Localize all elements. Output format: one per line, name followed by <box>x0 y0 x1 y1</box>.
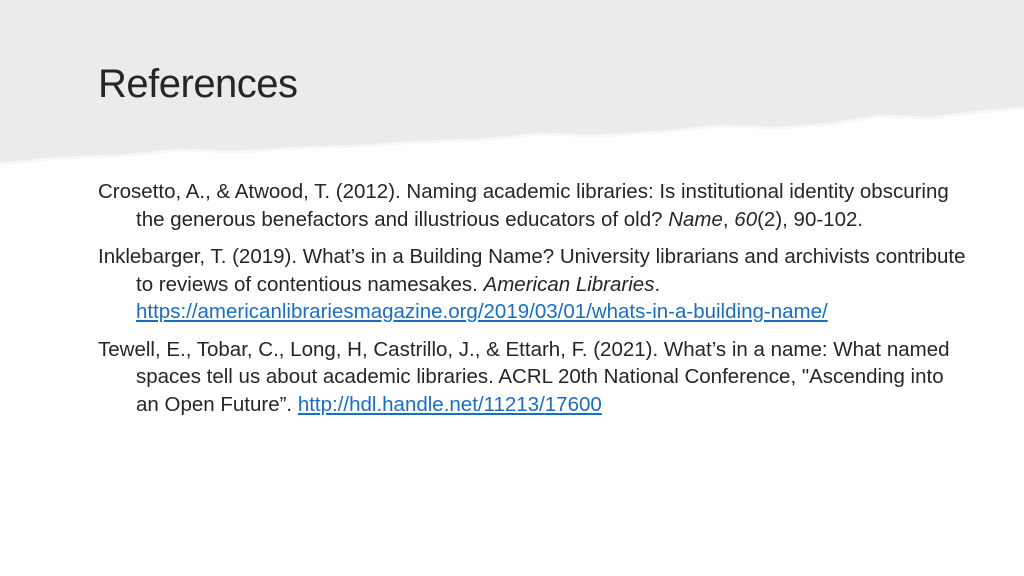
reference-text: Inklebarger, T. (2019). What’s in a Building Name? University librarians and archivists contribute to reviews of contentious namesakes. <box>98 245 966 296</box>
issue-pages: (2), 90-102. <box>757 207 864 231</box>
reference-list <box>98 178 968 428</box>
slide-title: References <box>98 62 298 106</box>
reference-text: Tewell, E., Tobar, C., Long, H, Castrillo, J., & Ettarh, F. (2021). What’s in a name: What named spaces tell us about academic libraries. ACRL 20th National Conference, "Ascending into an Open Future”. <box>98 337 950 416</box>
journal-title: American Libraries <box>483 272 655 296</box>
journal-title: Name <box>668 207 723 231</box>
reference-item-crosetto <box>98 178 968 233</box>
reference-text: Crosetto, A., & Atwood, T. (2012). Naming academic libraries: Is institutional identity obscuring the generous benefactors and illustrious educators of old? <box>98 180 949 231</box>
reference-link-tewell[interactable]: http://hdl.handle.net/11213/17600 <box>297 392 602 416</box>
reference-period: . <box>654 272 661 296</box>
reference-item-tewell <box>98 336 968 419</box>
reference-link-inklebarger[interactable]: https://americanlibrariesmagazine.org/2019/03/01/whats-in-a-building-name/ <box>136 300 828 323</box>
volume-number: 60 <box>734 207 758 231</box>
separator: , <box>722 207 735 231</box>
reference-item-inklebarger <box>98 243 968 326</box>
